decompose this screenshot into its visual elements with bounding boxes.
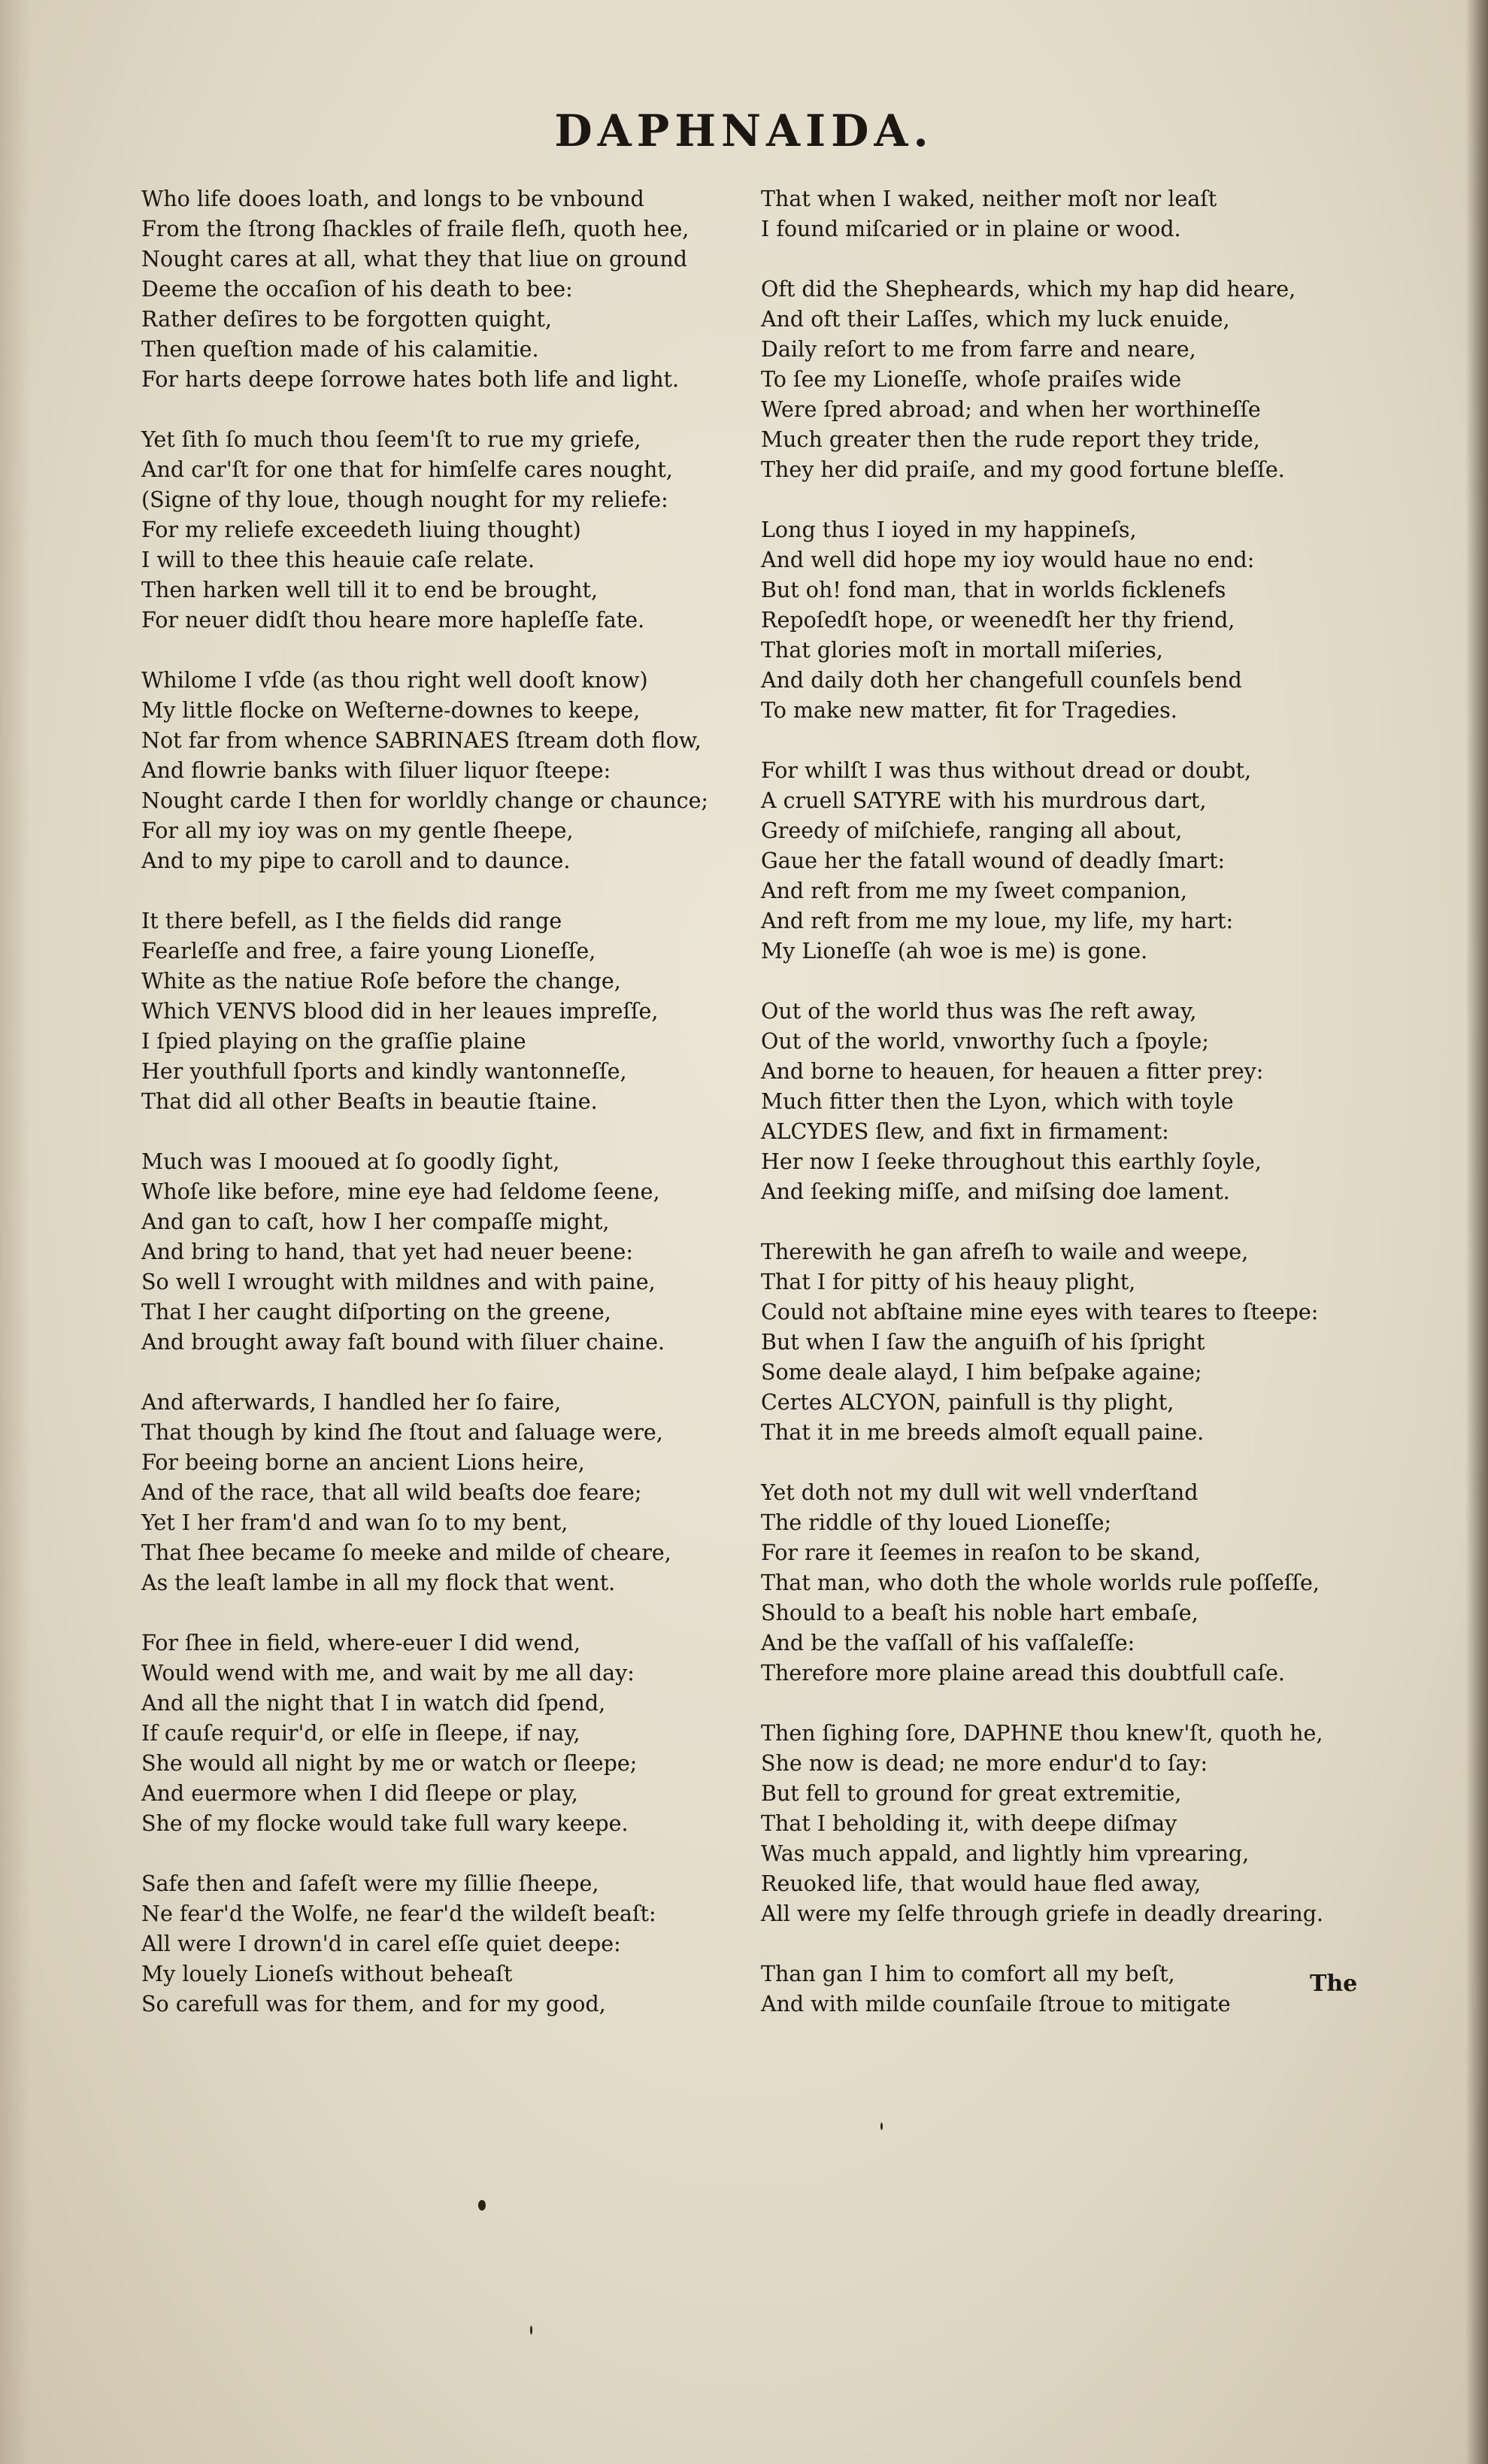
verse-line: Therewith he gan afreſh to waile and weepe,: [761, 1240, 1249, 1264]
verse-line: But oh! fond man, that in worlds ficklenefs: [761, 578, 1226, 602]
verse-line: That did all other Beaſts in beautie ſtaine.: [141, 1089, 598, 1114]
verse-line: Who life dooes loath, and longs to be vnbound: [141, 187, 644, 211]
verse-line: Some deale alayd, I him beſpake againe;: [761, 1360, 1202, 1385]
verse-line: And reft from me my ſweet companion,: [761, 878, 1187, 903]
page-edge-left: [0, 0, 30, 2464]
verse-line: Daily reſort to me from farre and neare,: [761, 337, 1196, 362]
verse-line: And borne to heauen, for heauen a fitter prey:: [761, 1059, 1264, 1084]
verse-line: So well I wrought with mildnes and with paine,: [141, 1270, 656, 1294]
verse-line: That I beholding it, with deepe diſmay: [761, 1811, 1177, 1836]
verse-line: That man, who doth the whole worlds rule poſſeſſe,: [761, 1570, 1320, 1595]
verse-line: Her youthfull ſports and kindly wantonneſſe,: [141, 1059, 627, 1084]
verse-line: For whilſt I was thus without dread or doubt,: [761, 758, 1252, 783]
verse-line: Then ſighing ſore, DAPHNE thou knew'ſt, quoth he,: [761, 1721, 1323, 1746]
verse-line: As the leaſt lambe in all my flock that went.: [141, 1570, 616, 1595]
verse-line: They her did praiſe, and my good fortune bleſſe.: [761, 457, 1285, 482]
verse-line: For beeing borne an ancient Lions heire,: [141, 1450, 585, 1475]
verse-line: Greedy of miſchiefe, ranging all about,: [761, 818, 1183, 843]
verse-line: That I for pitty of his heauy plight,: [761, 1270, 1136, 1294]
verse-line: And all the night that I in watch did ſpend,: [141, 1691, 606, 1716]
verse-line: And brought away faſt bound with ſiluer chaine.: [141, 1330, 665, 1355]
verse-line: Which VENVS blood did in her leaues impreſſe,: [141, 999, 659, 1024]
verse-line: White as the natiue Roſe before the change,: [141, 969, 621, 994]
verse-line: Much greater then the rude report they tride,: [761, 427, 1260, 452]
verse-line: That when I waked, neither moſt nor leaſt: [761, 187, 1217, 211]
verse-line: Nought cares at all, what they that liue on ground: [141, 247, 687, 272]
verse-line: Rather deſires to be forgotten quight,: [141, 307, 552, 332]
stanza: [761, 997, 1377, 1207]
verse-line: For all my ioy was on my gentle ſheepe,: [141, 818, 574, 843]
verse-line: Oft did the Shepheards, which my hap did heare,: [761, 277, 1296, 302]
stanza: [761, 515, 1377, 726]
verse-line: Than gan I him to comfort all my beſt,: [761, 1962, 1175, 1986]
verse-line: From the ſtrong ſhackles of fraile fleſh, quoth hee,: [141, 217, 689, 241]
verse-line: Out of the world thus was ſhe reft away,: [761, 999, 1197, 1024]
stanza: [761, 1959, 1377, 2019]
verse-line: A cruell SATYRE with his murdrous dart,: [761, 788, 1207, 813]
verse-line: Was much appald, and lightly him vprearing,: [761, 1841, 1250, 1866]
stanza: [141, 1388, 743, 1598]
verse-line: Safe then and ſafeſt were my ſillie ſheepe,: [141, 1871, 599, 1896]
verse-line: And be the vaſſall of his vaſſaleſſe:: [761, 1631, 1135, 1655]
stanza: [761, 1719, 1377, 1929]
verse-line: Should to a beaſt his noble hart embaſe,: [761, 1601, 1199, 1625]
verse-line: She would all night by me or watch or ſleepe;: [141, 1751, 638, 1776]
verse-line: And ſeeking miſſe, and miſsing doe lament.: [761, 1179, 1230, 1204]
verse-line: Reuoked life, that would haue fled away,: [761, 1871, 1202, 1896]
right-column: [761, 184, 1377, 2050]
verse-line: Then harken well till it to end be brought,: [141, 578, 599, 602]
verse-line: Not far from whence SABRINAES ſtream doth flow,: [141, 728, 702, 753]
verse-line: But when I ſaw the anguiſh of his ſpright: [761, 1330, 1205, 1355]
verse-line: If cauſe requir'd, or elſe in ſleepe, if nay,: [141, 1721, 580, 1746]
verse-line: All were I drown'd in carel eſſe quiet deepe:: [141, 1931, 621, 1956]
verse-line: And car'ſt for one that for himſelfe cares nought,: [141, 457, 673, 482]
verse-line: Much was I mooued at ſo goodly ſight,: [141, 1149, 560, 1174]
stanza: [141, 1869, 743, 2019]
verse-line: For harts deepe ſorrowe hates both life and light.: [141, 367, 680, 392]
verse-line: And euermore when I did ſleepe or play,: [141, 1781, 578, 1806]
verse-line: That ſhee became ſo meeke and milde of cheare,: [141, 1540, 671, 1565]
verse-line: Yet I her fram'd and wan ſo to my bent,: [141, 1510, 568, 1535]
stanza: [141, 1147, 743, 1358]
verse-line: For ſhee in field, where-euer I did wend,: [141, 1631, 581, 1655]
verse-line: And bring to hand, that yet had neuer beene:: [141, 1240, 633, 1264]
verse-line: That I her caught diſporting on the greene,: [141, 1300, 611, 1325]
verse-line: And oft their Laſſes, which my luck enuide,: [761, 307, 1230, 332]
verse-line: Then queſtion made of his calamitie.: [141, 337, 539, 362]
verse-line: That though by kind ſhe ſtout and ſaluage were,: [141, 1420, 663, 1445]
verse-line: Whoſe like before, mine eye had ſeldome ſeene,: [141, 1179, 660, 1204]
verse-line: Fearleſſe and free, a faire young Lioneſſe,: [141, 939, 596, 963]
verse-line: For neuer didſt thou heare more hapleſſe fate.: [141, 608, 645, 633]
ink-speck: [880, 2123, 883, 2130]
verse-line: She now is dead; ne more endur'd to ſay:: [761, 1751, 1208, 1776]
verse-line: She of my flocke would take full wary keepe.: [141, 1811, 629, 1836]
verse-line: And daily doth her changefull counſels bend: [761, 668, 1242, 693]
verse-line: My little flocke on Weſterne-downes to keepe,: [141, 698, 641, 723]
verse-line: My louely Lioneſs without beheaſt: [141, 1962, 513, 1986]
verse-line: That glories moſt in mortall miſeries,: [761, 638, 1163, 663]
verse-line: So carefull was for them, and for my good,: [141, 1992, 606, 2016]
verse-line: Much fitter then the Lyon, which with toyle: [761, 1089, 1234, 1114]
verse-line: Yet doth not my dull wit well vnderſtand: [761, 1480, 1199, 1505]
verse-line: All were my ſelfe through griefe in deadly drearing.: [761, 1901, 1324, 1926]
verse-line: Would wend with me, and wait by me all day:: [141, 1661, 635, 1686]
verse-line: For my reliefe exceedeth liuing thought): [141, 517, 581, 542]
verse-line: And afterwards, I handled her ſo faire,: [141, 1390, 562, 1415]
verse-line: And to my pipe to caroll and to daunce.: [141, 848, 571, 873]
verse-line: Nought carde I then for worldly change or chaunce;: [141, 788, 709, 813]
stanza: [141, 906, 743, 1117]
verse-line: And flowrie banks with ſiluer liquor ſteepe:: [141, 758, 611, 783]
stanza: [141, 1628, 743, 1839]
stanza: [761, 275, 1377, 485]
ink-speck: [530, 2326, 532, 2335]
verse-line: Were ſpred abroad; and when her worthineſſe: [761, 397, 1261, 422]
stanza: [761, 184, 1377, 244]
verse-line: Could not abſtaine mine eyes with teares to ſteepe:: [761, 1300, 1319, 1325]
verse-line: Whilome I vſde (as thou right well dooſt know): [141, 668, 648, 693]
page-edge-right: [1465, 0, 1488, 2464]
verse-line: Ne fear'd the Wolfe, ne fear'd the wildeſt beaſt:: [141, 1901, 656, 1926]
stanza: [761, 1478, 1377, 1689]
verse-line: Long thus I ioyed in my happineſs,: [761, 517, 1137, 542]
verse-line: Yet ſith ſo much thou ſeem'ſt to rue my griefe,: [141, 427, 641, 452]
verse-line: And with milde counſaile ſtroue to mitigate: [761, 1992, 1231, 2016]
verse-line: I found miſcaried or in plaine or wood.: [761, 217, 1181, 241]
verse-line: Repoſedſt hope, or weenedſt her thy friend,: [761, 608, 1235, 633]
verse-line: Gaue her the fatall wound of deadly ſmart:: [761, 848, 1226, 873]
verse-line: Certes ALCYON, painfull is thy plight,: [761, 1390, 1174, 1415]
verse-line: My Lioneſſe (ah woe is me) is gone.: [761, 939, 1148, 963]
stanza: [761, 756, 1377, 966]
left-column: [141, 184, 743, 2050]
verse-line: (Signe of thy loue, though nought for my reliefe:: [141, 487, 668, 512]
stanza: [141, 666, 743, 876]
verse-line: ALCYDES ſlew, and fixt in firmament:: [761, 1119, 1169, 1144]
verse-line: And reft from me my loue, my life, my hart:: [761, 909, 1234, 933]
verse-line: And gan to caſt, how I her compaſſe might,: [141, 1209, 610, 1234]
verse-line: To ſee my Lioneſſe, whoſe praiſes wide: [761, 367, 1182, 392]
verse-line: Her now I ſeeke throughout this earthly ſoyle,: [761, 1149, 1262, 1174]
verse-line: I ſpied playing on the graſſie plaine: [141, 1029, 526, 1054]
stanza: [141, 184, 743, 395]
stanza: [761, 1237, 1377, 1448]
verse-line: The riddle of thy loued Lioneſſe;: [761, 1510, 1112, 1535]
verse-line: To make new matter, fit for Tragedies.: [761, 698, 1177, 723]
verse-line: I will to thee this heauie caſe relate.: [141, 548, 535, 572]
verse-line: Out of the world, vnworthy ſuch a ſpoyle;: [761, 1029, 1209, 1054]
page-title: DAPHNAIDA.: [554, 105, 934, 156]
ink-speck: [478, 2200, 486, 2211]
catchword: The: [1310, 1971, 1358, 1997]
verse-line: It there befell, as I the fields did range: [141, 909, 562, 933]
stanza: [141, 425, 743, 636]
verse-line: But fell to ground for great extremitie,: [761, 1781, 1182, 1806]
verse-line: And well did hope my ioy would haue no end:: [761, 548, 1255, 572]
verse-line: Therefore more plaine aread this doubtfull caſe.: [761, 1661, 1285, 1686]
verse-line: And of the race, that all wild beaſts doe feare;: [141, 1480, 642, 1505]
verse-line: For rare it ſeemes in reaſon to be skand,: [761, 1540, 1202, 1565]
verse-line: Deeme the occaſion of his death to bee:: [141, 277, 573, 302]
verse-line: That it in me breeds almoſt equall paine.: [761, 1420, 1205, 1445]
